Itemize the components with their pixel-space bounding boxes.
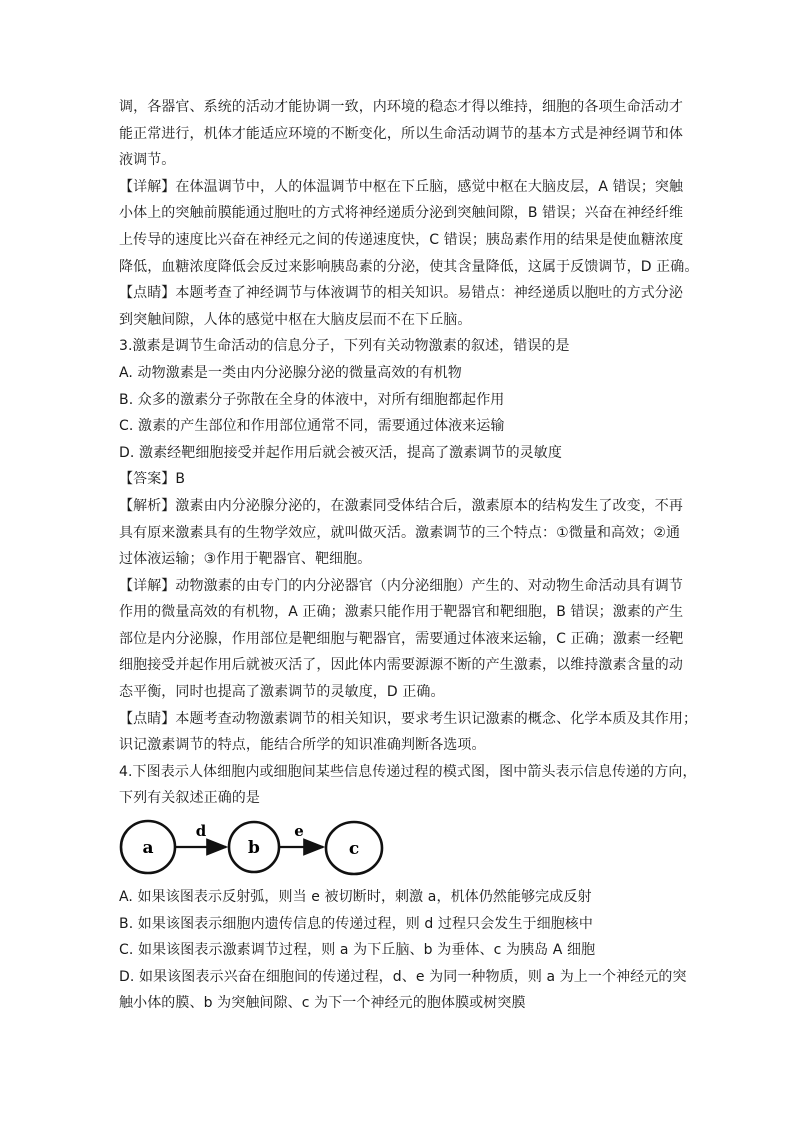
text-line: 作用的微量高效的有机物，A 正确；激素只能作用于靶器官和靶细胞，B 错误；激素的产生 — [119, 604, 684, 621]
text-line: A. 动物激素是一类由内分泌腺分泌的微量高效的有机物 — [119, 364, 462, 381]
text-line: 降低，血糖浓度降低会反过来影响胰岛素的分泌，使其含量降低，这属于反馈调节，D 正确。 — [119, 258, 699, 275]
text-line: 【解析】激素由内分泌腺分泌的，在激素同受体结合后，激素原本的结构发生了改变，不再 — [119, 497, 683, 514]
document-body — [119, 94, 699, 1017]
node-a-label: a — [142, 838, 154, 859]
text-line: 4.下图表示人体细胞内或细胞间某些信息传递过程的模式图，图中箭头表示信息传递的方向， — [119, 763, 697, 780]
text-line: D. 激素经靶细胞接受并起作用后就会被灭活，提高了激素调节的灵敏度 — [119, 444, 562, 461]
text-line: 细胞接受并起作用后就被灭活了，因此体内需要源源不断的产生激素，以维持激素含量的动 — [119, 657, 683, 674]
arrow-e-label: e — [294, 822, 304, 841]
text-line: 态平衡，同时也提高了激素调节的灵敏度，D 正确。 — [119, 684, 445, 701]
text-line: C. 激素的产生部位和作用部位通常不同，需要通过体液来运输 — [119, 418, 505, 435]
text-line: 【点睛】本题考查了神经调节与体液调节的相关知识。易错点：神经递质以胞吐的方式分泌 — [119, 285, 683, 302]
option-line: A. 如果该图表示反射弧，则当 e 被切断时，刺激 a，机体仍然能够完成反射 — [119, 889, 592, 906]
text-line: 部位是内分泌腺，作用部位是靶细胞与靶器官，需要通过体液来运输，C 正确；激素一经靶 — [119, 630, 684, 647]
text-line: 【详解】在体温调节中，人的体温调节中枢在下丘脑，感觉中枢在大脑皮层，A 错误；突触 — [119, 178, 684, 195]
text-line: 小体上的突触前膜能通过胞吐的方式将神经递质分泌到突触间隙，B 错误；兴奋在神经纤维 — [119, 205, 684, 222]
text-line: B. 众多的激素分子弥散在全身的体液中，对所有细胞都起作用 — [119, 391, 505, 408]
text-block-lower — [119, 884, 687, 1017]
text-block-upper — [119, 94, 699, 812]
text-line: 3.激素是调节生命活动的信息分子，下列有关动物激素的叙述，错误的是 — [119, 338, 570, 355]
signal-transfer-diagram — [119, 814, 679, 884]
option-line: 触小体的膜、b 为突触间隙、c 为下一个神经元的胞体膜或树突膜 — [119, 995, 526, 1012]
text-line: 【答案】B — [119, 471, 186, 488]
option-line: B. 如果该图表示细胞内遗传信息的传递过程，则 d 过程只会发生于细胞核中 — [119, 915, 593, 932]
text-line: 【详解】动物激素的由专门的内分泌器官（内分泌细胞）产生的、对动物生命活动具有调节 — [119, 577, 683, 594]
text-line: 具有原来激素具有的生物学效应，就叫做灭活。激素调节的三个特点：①微量和高效；②通 — [119, 524, 681, 541]
text-line: 【点睛】本题考查动物激素调节的相关知识，要求考生识记激素的概念、化学本质及其作用； — [119, 710, 698, 727]
option-line: C. 如果该图表示激素调节过程，则 a 为下丘脑、b 为垂体、c 为胰岛 A 细胞 — [119, 942, 596, 959]
option-line: D. 如果该图表示兴奋在细胞间的传递过程，d、e 为同一种物质，则 a 为上一个神经元的突 — [119, 968, 687, 985]
text-line: 上传导的速度比兴奋在神经元之间的传递速度快，C 错误；胰岛素作用的结果是使血糖浓度 — [119, 231, 684, 248]
text-line: 到突触间隙，人体的感觉中枢在大脑皮层而不在下丘脑。 — [119, 311, 472, 328]
diagram-svg — [119, 814, 389, 884]
text-line: 过体液运输；③作用于靶器官、靶细胞。 — [119, 551, 372, 568]
arrow-d-label: d — [195, 822, 207, 841]
text-line: 识记激素调节的特点，能结合所学的知识准确判断各选项。 — [119, 737, 486, 754]
text-line: 能正常进行，机体才能适应环境的不断变化，所以生命活动调节的基本方式是神经调节和体 — [119, 125, 683, 142]
node-b-label: b — [248, 838, 260, 859]
text-line: 调，各器官、系统的活动才能协调一致，内环境的稳态才得以维持，细胞的各项生命活动才 — [119, 99, 683, 115]
node-c-label: c — [348, 839, 360, 860]
text-line: 下列有关叙述正确的是 — [119, 790, 260, 807]
text-line: 液调节。 — [119, 152, 176, 169]
